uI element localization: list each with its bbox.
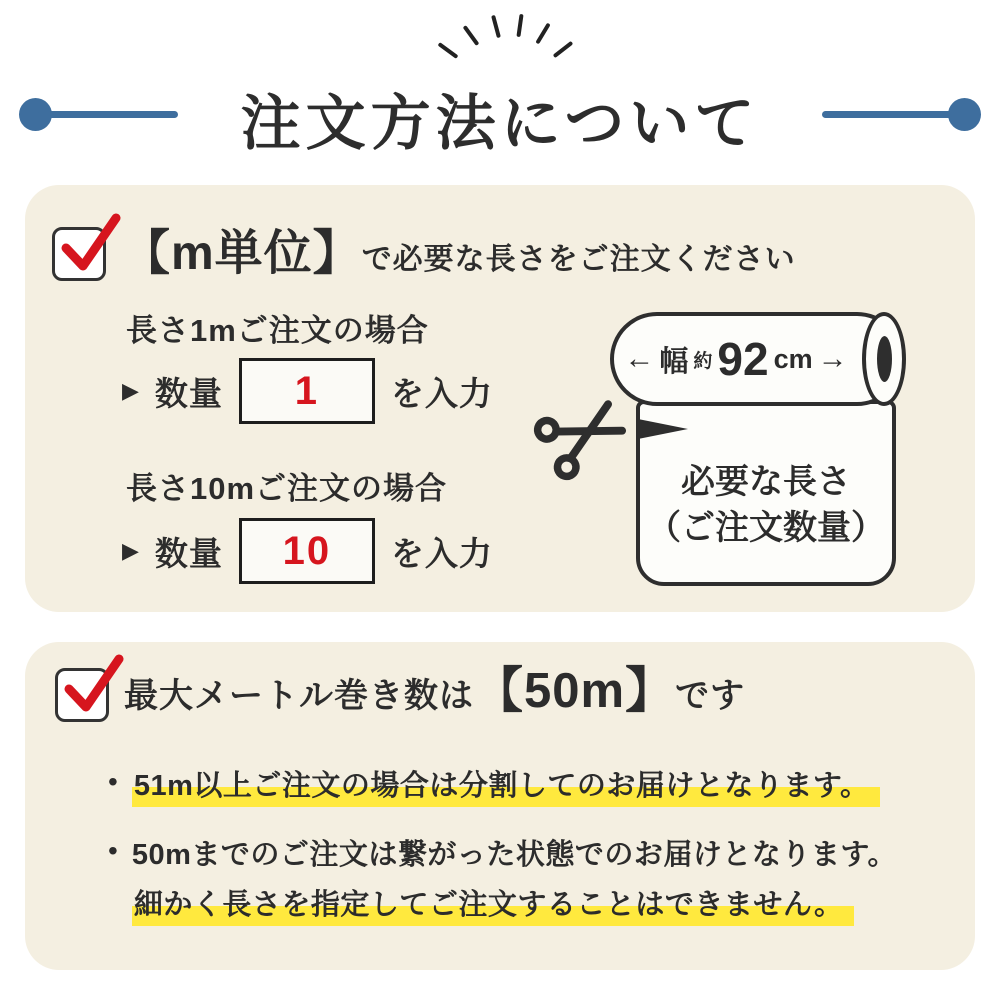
max-heading-pre: 最大メートル巻き数は (124, 677, 474, 715)
bullet-item-connected (108, 831, 897, 931)
sparkle-burst-icon (438, 12, 574, 68)
case-1m-label: 長さ1mご注文の場合 (126, 313, 429, 348)
unit-heading-rest: で必要な長さをご注文ください (361, 243, 796, 276)
sheet-label-line1: 必要な長さ (681, 463, 851, 501)
width-label-text: 幅 (659, 345, 689, 378)
max-heading-bracket: 【50m】 (474, 664, 676, 718)
quantity-label: 数量 (154, 374, 223, 412)
red-check-icon (59, 647, 125, 719)
arrow-right-icon: → (817, 342, 848, 375)
width-unit: cm (773, 343, 813, 374)
quantity-row-10m (122, 517, 493, 585)
quantity-row-1m (122, 357, 493, 425)
page-title: 注文方法について (240, 90, 760, 157)
roll-core-icon (877, 336, 892, 382)
triangle-arrow-icon: ▶ (122, 538, 139, 563)
triangle-arrow-icon: ▶ (122, 378, 139, 403)
bullet-text-plain: 50mまでのご注文は繋がった状態でのお届けとなります。 (131, 839, 898, 871)
bullet-text-highlighted: 細かく長さを指定してご注文することはできません。 (132, 889, 854, 926)
width-approx-text: 約 (693, 350, 713, 372)
bullet-dot: • (108, 766, 118, 797)
case-10m-label: 長さ10mご注文の場合 (126, 471, 448, 506)
bullet-dot: • (108, 835, 118, 866)
sheet-label-line2: （ご注文数量） (647, 508, 885, 547)
unit-heading-bracket: 【m単位】 (122, 227, 362, 280)
width-value: 92 (717, 333, 769, 385)
quantity-value-box-10m (239, 518, 375, 584)
cut-arrow-icon (638, 419, 688, 439)
quantity-label: 数量 (154, 534, 223, 572)
arrow-left-icon: ← (624, 342, 655, 375)
quantity-value-box-1m (239, 358, 375, 424)
quantity-value-1m: 1 (294, 368, 320, 413)
title-dot-right (948, 98, 981, 131)
quantity-suffix: を入力 (390, 374, 493, 412)
max-heading-post: です (675, 677, 746, 715)
bullet-text-highlighted: 51m以上ご注文の場合は分割してのお届けとなります。 (132, 770, 880, 807)
roll-width-label (612, 312, 860, 406)
red-check-icon (56, 206, 122, 278)
title-line-right (822, 111, 962, 118)
unit-heading (122, 214, 796, 283)
quantity-value-10m: 10 (282, 528, 332, 573)
max-heading (124, 652, 745, 722)
bullet-item-split (108, 762, 880, 812)
quantity-suffix: を入力 (390, 534, 493, 572)
